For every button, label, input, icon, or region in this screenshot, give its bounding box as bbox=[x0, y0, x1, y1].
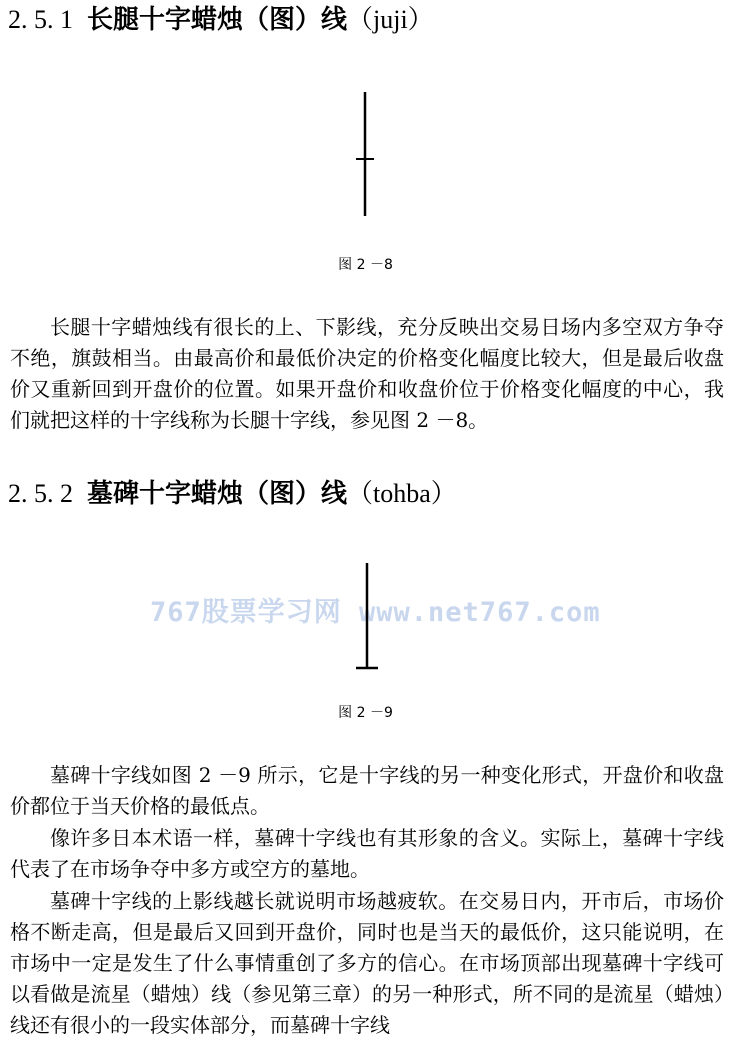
section-number: 2. 5. 2 bbox=[8, 479, 73, 508]
section2-paragraph-2: 像许多日本术语一样，墓碑十字线也有其形象的含义。实际上，墓碑十字线代表了在市场争夺中多方或空方的墓地。 bbox=[10, 826, 724, 881]
watermark-text: 767股票学习网 www.net767.com bbox=[150, 597, 601, 628]
section1-paragraph: 长腿十字蜡烛线有很长的上、下影线，充分反映出交易日场内多空双方争夺不绝，旗鼓相当。由最高价和最低价决定的价格变化幅度比较大，但是最后收盘价又重新回到开盘价的位置。如果开盘价和收盘价位于价格变化幅度的中心，我们就把这样的十字线称为长腿十字线，参见图 2 －8。 bbox=[10, 315, 724, 432]
section-heading-2-5-2 bbox=[8, 478, 457, 510]
gravestone-doji-figure bbox=[352, 563, 382, 673]
section-title: 长腿十字蜡烛（图）线 bbox=[87, 5, 348, 35]
long-legged-doji-figure bbox=[350, 92, 380, 218]
section-heading-2-5-1 bbox=[8, 4, 434, 36]
figure-caption-2-8: 图 2 －8 bbox=[338, 257, 393, 273]
section2-paragraph-1: 墓碑十字线如图 2 －9 所示，它是十字线的另一种变化形式，开盘价和收盘价都位于当天价格的最低点。 bbox=[10, 763, 724, 818]
section-number: 2. 5. 1 bbox=[8, 5, 73, 34]
section-code: （juji） bbox=[347, 5, 434, 34]
section-code: （tohba） bbox=[347, 479, 457, 508]
section-title: 墓碑十字蜡烛（图）线 bbox=[87, 479, 348, 509]
figure-caption-2-9: 图 2 －9 bbox=[338, 705, 393, 721]
section2-paragraph-3: 墓碑十字线的上影线越长就说明市场越疲软。在交易日内，开市后，市场价格不断走高，但是最后又回到开盘价，同时也是当天的最低价，这只能说明，在市场中一定是发生了什么事情重创了多方的信心。在市场顶部出现墓碑十字线可以看做是流星（蜡烛）线（参见第三章）的另一种形式，所不同的是流星（蜡烛）线还有很小的一段实体部分，而墓碑十字线 bbox=[10, 889, 724, 1037]
